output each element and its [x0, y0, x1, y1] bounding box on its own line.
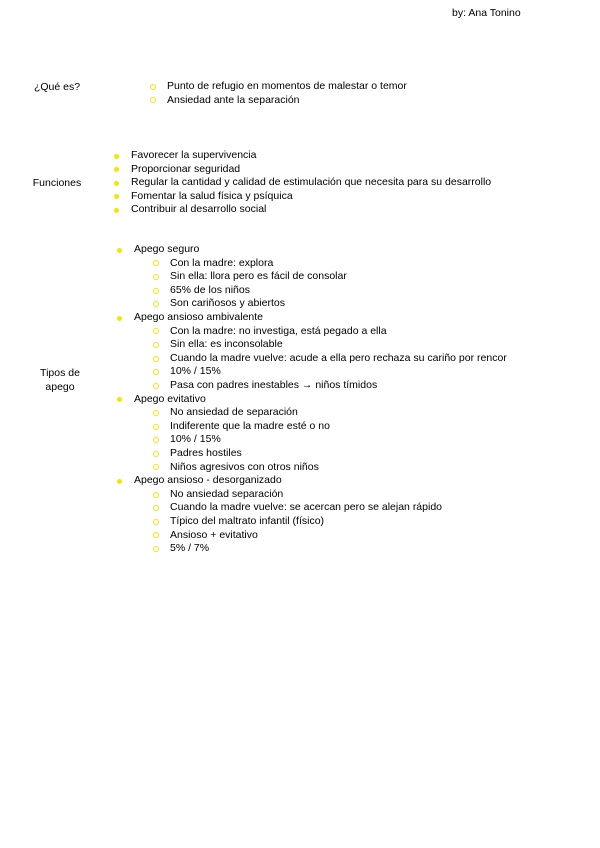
- hollow-bullet-icon: [153, 437, 159, 443]
- hollow-bullet-icon: [153, 342, 159, 348]
- hollow-bullet-icon: [153, 369, 159, 375]
- section-label-tipos-de-apego: Tipos de apego: [40, 367, 80, 393]
- hollow-bullet-icon: [153, 451, 159, 457]
- bullet-icon: [114, 208, 119, 213]
- hollow-bullet-icon: [153, 410, 159, 416]
- bullet-icon: [117, 316, 122, 321]
- author-credit: by: Ana Tonino: [452, 7, 521, 19]
- hollow-bullet-icon: [150, 97, 156, 103]
- hollow-bullet-icon: [153, 383, 159, 389]
- hollow-bullet-icon: [153, 492, 159, 498]
- bullet-icon: [114, 194, 119, 199]
- hollow-bullet-icon: [153, 288, 159, 294]
- hollow-bullet-icon: [150, 84, 156, 90]
- bullet-icon: [117, 248, 122, 253]
- hollow-bullet-icon: [153, 274, 159, 280]
- hollow-bullet-icon: [153, 328, 159, 334]
- hollow-bullet-icon: [153, 424, 159, 430]
- section-label-que-es: ¿Qué es?: [33, 81, 81, 93]
- hollow-bullet-icon: [153, 356, 159, 362]
- bullet-icon: [114, 154, 119, 159]
- hollow-bullet-icon: [153, 301, 159, 307]
- bullet-icon: [117, 479, 122, 484]
- hollow-bullet-icon: [153, 464, 159, 470]
- section-label-funciones: Funciones: [32, 177, 82, 189]
- bullet-icon: [117, 397, 122, 402]
- hollow-bullet-icon: [153, 519, 159, 525]
- hollow-bullet-icon: [153, 260, 159, 266]
- bullet-icon: [114, 167, 119, 172]
- hollow-bullet-icon: [153, 505, 159, 511]
- hollow-bullet-icon: [153, 532, 159, 538]
- hollow-bullet-icon: [153, 546, 159, 552]
- bullet-icon: [114, 181, 119, 186]
